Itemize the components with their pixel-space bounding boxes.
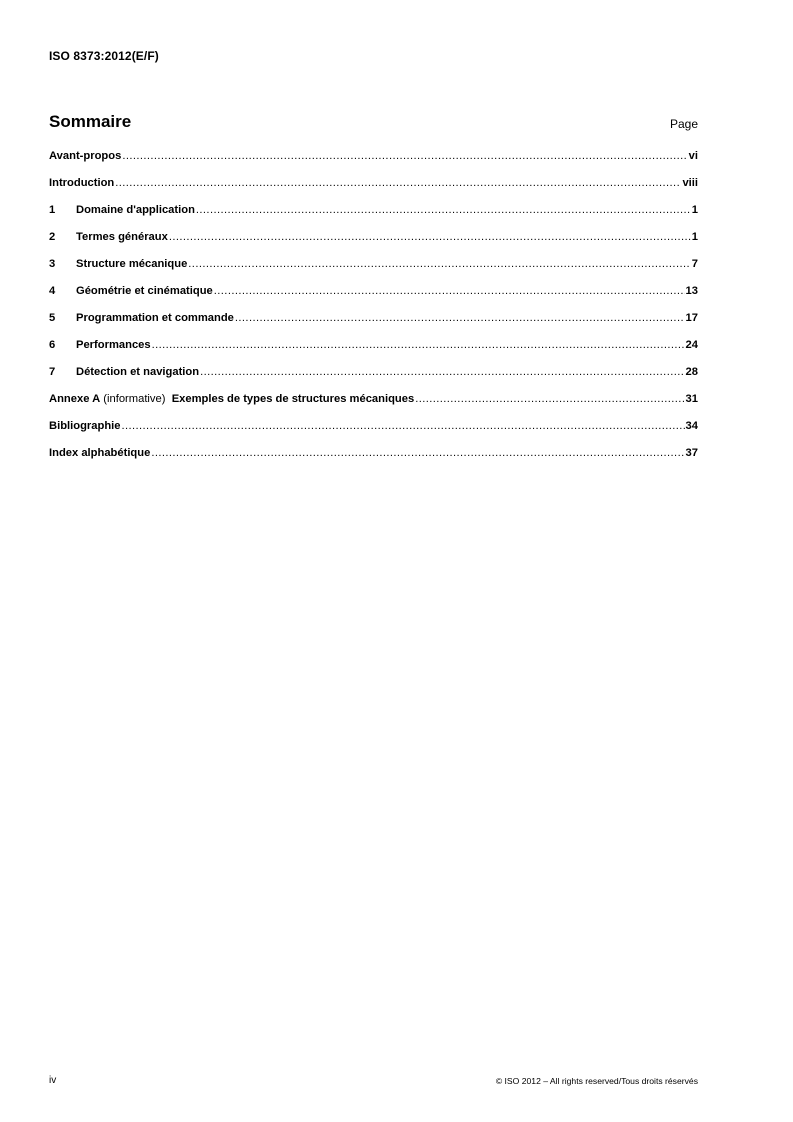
toc-entry-text [49,393,414,405]
footer-copyright: © ISO 2012 – All rights reserved/Tous droits réservés [495,1076,698,1086]
toc-entry-page: vi [688,150,698,162]
toc-leader-dots [169,231,691,243]
toc-page-label: Page [669,117,698,131]
toc-entry-text: Domaine d'application [76,204,195,216]
toc-entry-number: 5 [49,312,56,324]
toc-entry-number: 3 [49,258,56,270]
annex-title: Exemples de types de structures mécaniques [171,393,415,405]
toc-entry-page: 13 [685,285,698,297]
toc-entry-geometrie-cinematique[interactable] [49,285,698,312]
toc-entry-avant-propos[interactable] [49,150,698,177]
toc-entry-index-alphabetique[interactable] [49,447,698,474]
toc-header [49,112,698,134]
footer-page-number: iv [49,1075,57,1086]
toc-entry-text: Programmation et commande [76,312,234,324]
toc-entry-number: 4 [49,285,56,297]
toc-title: Sommaire [49,112,132,131]
annex-label: Annexe A [49,393,101,405]
toc-entry-page: 1 [691,204,698,216]
toc-entry-number: 2 [49,231,56,243]
table-of-contents [49,150,698,474]
toc-entry-annexe-a[interactable] [49,393,698,420]
toc-entry-bibliographie[interactable] [49,420,698,447]
toc-leader-dots [415,393,684,405]
toc-entry-page: viii [682,177,698,189]
toc-entry-detection-navigation[interactable] [49,366,698,393]
toc-entry-introduction[interactable] [49,177,698,204]
toc-entry-page: 1 [691,231,698,243]
toc-entry-termes-generaux[interactable] [49,231,698,258]
toc-entry-text: Structure mécanique [76,258,188,270]
toc-entry-page: 7 [691,258,698,270]
toc-entry-programmation-commande[interactable] [49,312,698,339]
toc-entry-number: 7 [49,366,56,378]
toc-leader-dots [121,420,684,432]
toc-entry-page: 37 [685,447,698,459]
toc-entry-page: 31 [685,393,698,405]
toc-leader-dots [196,204,691,216]
toc-leader-dots [115,177,681,189]
toc-entry-page: 24 [685,339,698,351]
toc-entry-number: 1 [49,204,56,216]
toc-leader-dots [200,366,684,378]
toc-entry-text: Avant-propos [49,150,122,162]
annex-type: (informative) [103,393,166,405]
toc-entry-structure-mecanique[interactable] [49,258,698,285]
toc-entry-number: 6 [49,339,56,351]
toc-entry-text: Géométrie et cinématique [76,285,213,297]
toc-entry-page: 28 [685,366,698,378]
toc-leader-dots [152,339,685,351]
toc-entry-domaine-application[interactable] [49,204,698,231]
toc-entry-text: Performances [76,339,151,351]
toc-entry-page: 17 [685,312,698,324]
toc-entry-text: Bibliographie [49,420,121,432]
toc-entry-performances[interactable] [49,339,698,366]
toc-leader-dots [214,285,685,297]
toc-entry-text: Index alphabétique [49,447,151,459]
toc-leader-dots [188,258,690,270]
toc-entry-text: Introduction [49,177,115,189]
toc-entry-text: Termes généraux [76,231,168,243]
toc-entry-page: 34 [685,420,698,432]
toc-leader-dots [122,150,687,162]
toc-leader-dots [235,312,685,324]
document-id: ISO 8373:2012(E/F) [49,49,159,63]
toc-leader-dots [151,447,684,459]
toc-entry-text: Détection et navigation [76,366,200,378]
